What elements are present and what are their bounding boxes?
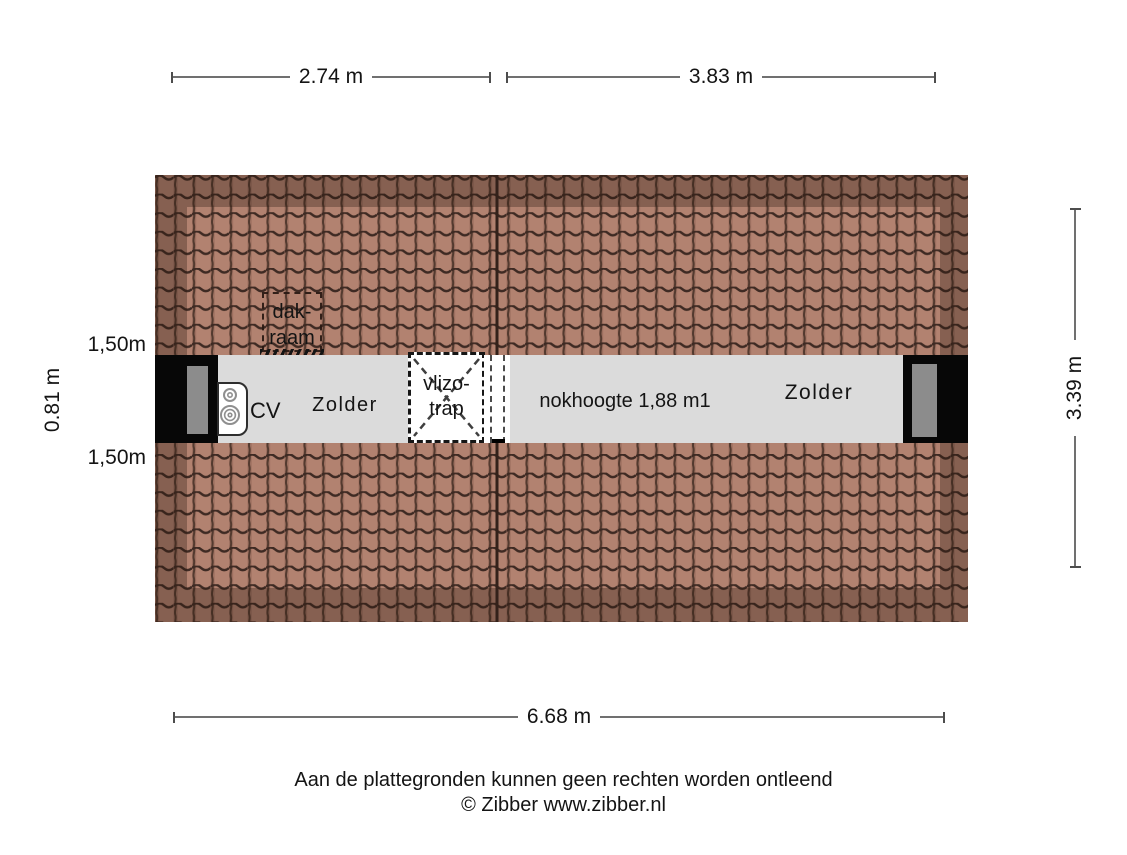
dimension-tick [943, 712, 945, 723]
vlizotrap-label-line1: vlizo- [423, 373, 470, 395]
room-label-zolder-right: Zolder [784, 381, 854, 404]
dakraam-sill-hatch [260, 349, 324, 355]
left-gable-window [187, 366, 208, 434]
room-label-zolder-left: Zolder [312, 394, 378, 416]
dimension-segment [1074, 436, 1076, 566]
dimension-segment [508, 76, 680, 78]
dimension-segment [1074, 210, 1076, 340]
dimension-segment [372, 76, 489, 78]
dimension-tick [489, 72, 491, 83]
dimension-segment [173, 76, 290, 78]
roof-height-label-upper: 1,50m [87, 333, 146, 356]
dakraam-label-line2: raam [269, 327, 315, 349]
section-opening-dashed-line [490, 355, 492, 443]
cv-boiler-unit [217, 382, 248, 436]
dimension-label-wrap [1043, 340, 1107, 436]
dimension-label: 2.74 m [298, 65, 364, 88]
dimension-top-right [506, 65, 936, 88]
vlizotrap-label [411, 372, 482, 422]
vlizotrap-label-line2: trap [429, 398, 464, 420]
copyright-text: © Zibber www.zibber.nl [461, 794, 666, 816]
right-gable-window [912, 364, 937, 437]
dimension-tick [934, 72, 936, 83]
dimension-tick [1070, 566, 1081, 568]
dimension-segment [175, 716, 518, 718]
dakraam-label-line1: dak- [272, 301, 312, 323]
dimension-top-left [171, 65, 491, 88]
dimension-label: 3.83 m [688, 65, 754, 88]
roof-height-label-lower: 1,50m [87, 446, 146, 469]
dimension-segment [600, 716, 943, 718]
dimension-left-vertical: 0.81 m [41, 367, 64, 433]
disclaimer-text: Aan de plattegronden kunnen geen rechten worden ontleend [294, 769, 833, 791]
dimension-label: 6.68 m [526, 705, 592, 728]
dimension-segment [762, 76, 934, 78]
section-opening-dashed-line [503, 355, 505, 443]
vlizotrap-hatch [408, 352, 485, 443]
section-opening [484, 355, 510, 443]
cv-label: CV [250, 398, 281, 423]
dakraam-roof-window [262, 292, 322, 352]
section-opening-tick [492, 439, 505, 443]
dimension-right [1063, 208, 1087, 568]
dimension-label: 3.39 m [1063, 355, 1087, 421]
cv-boiler-icon [219, 384, 245, 433]
dimension-bottom [173, 705, 945, 728]
ridge-height-note: nokhoogte 1,88 m1 [539, 390, 711, 412]
